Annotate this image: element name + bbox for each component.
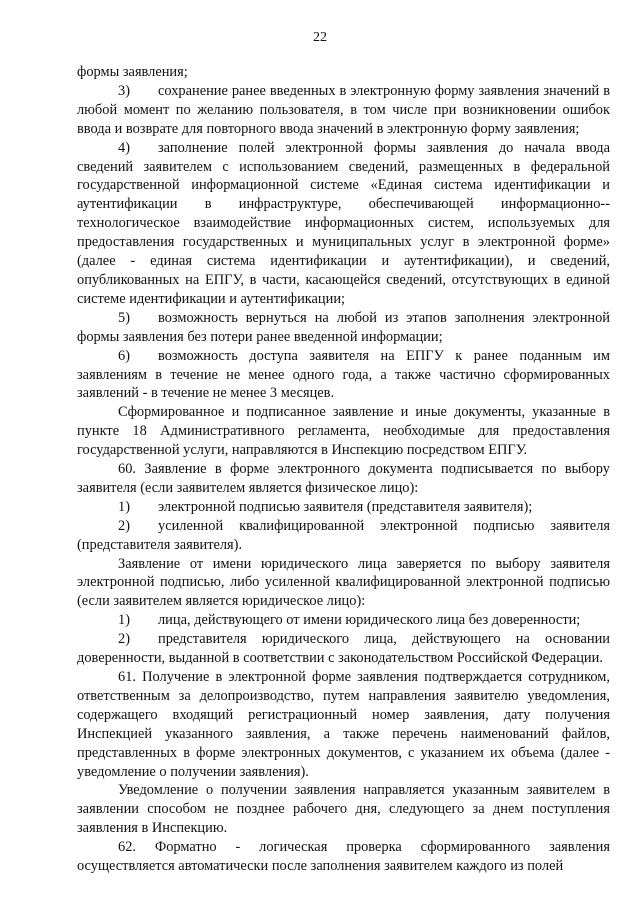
- list-item: [77, 309, 610, 347]
- document-body: [77, 63, 610, 876]
- page-number: 22: [313, 30, 327, 45]
- list-item-text: сохранение ранее введенных в электронную форму заявления значений в любой момент по желанию пользователя, в том числе при возникновении ошибок ввода и возврате для повторного ввода значений в электронную форму заявления;: [77, 82, 610, 137]
- list-item-number: 4): [118, 139, 130, 156]
- paragraph: 60. Заявление в форме электронного документа подписывается по выбору заявителя (если заявителем является физическое лицо):: [77, 461, 610, 496]
- list-item-text: лица, действующего от имени юридического лица без доверенности;: [158, 612, 581, 629]
- list-item-number: 6): [118, 347, 130, 364]
- paragraph: Сформированное и подписанное заявление и иные документы, указанные в пункте 18 Административного регламента, необходимые для предоставления государственной услуги, направляются в Инспекцию посредством ЕПГУ.: [77, 404, 610, 459]
- list-item-number: 2): [118, 517, 130, 534]
- list-item-text: возможность вернуться на любой из этапов заполнения электронной формы заявления без потери ранее введенной информации;: [77, 309, 610, 345]
- list-item: [77, 630, 610, 668]
- paragraph-continuation: формы заявления;: [77, 64, 188, 80]
- paragraph: Заявление от имени юридического лица заверяется по выбору заявителя электронной подписью, либо усиленной квалифицированной электронной подписью (если заявителем является юридическое лицо):: [77, 555, 610, 610]
- paragraph: 62. Форматно - логическая проверка сформированного заявления осуществляется автоматически после заполнения заявителем каждого из полей: [77, 839, 610, 875]
- paragraph: 61. Получение в электронной форме заявления подтверждается сотрудником, ответственным за делопроизводство, путем направления заявителю уведомления, содержащего входящий регистрационный номер заявления, дату получения Инспекцией указанного заявления, а также перечень наименований файлов, представленных в форме электронных документов, с указанием их объема (далее - уведомление о получении заявления).: [77, 669, 610, 780]
- list-item-number: 3): [118, 82, 130, 99]
- list-item-text: заполнение полей электронной формы заявления до начала ввода сведений заявителем с использованием сведений, размещенных в федеральной государственной информационной системе «Единая система идентификации и аутентификации в инфраструктуре, обеспечивающей информационно-- технологическое взаимодействие информационных систем, используемых для предоставления государственных и муниципальных услуг в электронной форме» (далее - единая система идентификации и аутентификации), и сведений, опубликованных на ЕПГУ, в части, касающейся сведений, отсутствующих в единой системе идентификации и аутентификации;: [77, 139, 610, 307]
- list-item-number: 1): [118, 612, 130, 629]
- list-item: [77, 611, 610, 630]
- list-item: [77, 347, 610, 404]
- list-item-text: электронной подписью заявителя (представителя заявителя);: [158, 498, 533, 515]
- paragraph: Уведомление о получении заявления направляется указанным заявителем в заявлении способом не позднее рабочего дня, следующего за днем поступления заявления в Инспекцию.: [77, 782, 610, 837]
- list-item-text: усиленной квалифицированной электронной подписью заявителя (представителя заявителя).: [77, 517, 610, 553]
- list-item-number: 2): [118, 631, 130, 648]
- list-item: [77, 498, 610, 517]
- list-item-number: 5): [118, 309, 130, 326]
- list-item: [77, 139, 610, 309]
- list-item: [77, 517, 610, 555]
- list-item-number: 1): [118, 498, 130, 515]
- list-item-text: возможность доступа заявителя на ЕПГУ к ранее поданным им заявлениям в течение не менее одного года, а также частично сформированных заявлений - в течение не менее 3 месяцев.: [77, 347, 610, 402]
- list-item-text: представителя юридического лица, действующего на основании доверенности, выданной в соответствии с законодательством Российской Федерации.: [77, 631, 610, 667]
- list-item: [77, 82, 610, 139]
